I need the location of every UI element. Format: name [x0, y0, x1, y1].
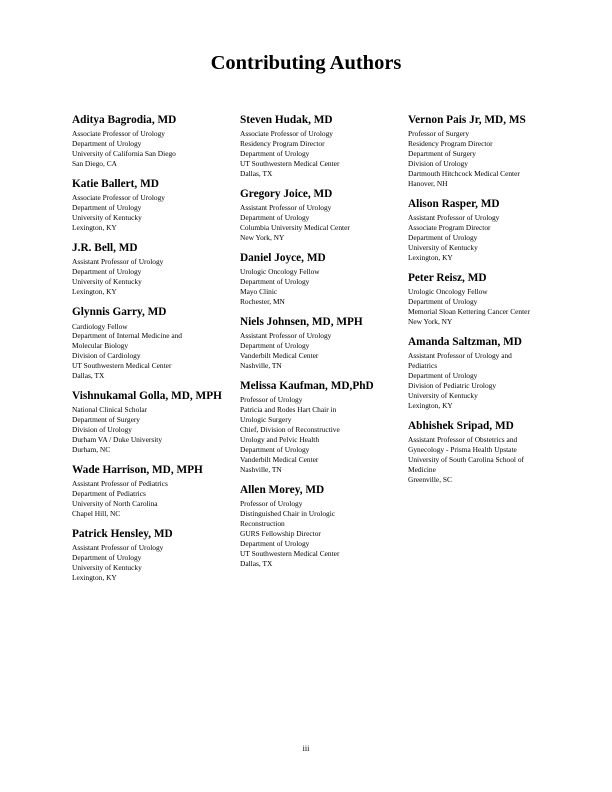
author-name: Katie Ballert, MD: [72, 178, 159, 191]
author-name: Abhishek Sripad, MD: [408, 419, 514, 432]
author-affiliation-line: Lexington, KY: [408, 400, 453, 410]
author-affiliation-line: Division of Urology: [72, 425, 132, 435]
author-affiliation-line: GURS Fellowship Director: [240, 528, 321, 538]
author-affiliation-line: Assistant Professor of Urology: [240, 203, 332, 213]
author-affiliation-line: Professor of Surgery: [408, 129, 470, 139]
author-entry: [240, 252, 400, 307]
author-affiliation-line: Department of Pediatrics: [72, 489, 146, 499]
author-column-2: [240, 114, 400, 577]
author-affiliation-line: Assistant Professor of Urology: [240, 331, 332, 341]
author-affiliation-line: Dartmouth Hitchcock Medical Center: [408, 169, 520, 179]
author-affiliation-line: Assistant Professor of Obstetrics and: [408, 435, 518, 445]
author-entry: [72, 306, 230, 381]
author-affiliation-line: Department of Urology: [240, 538, 310, 548]
author-name: Vishnukamal Golla, MD, MPH: [72, 389, 222, 402]
author-affiliation-line: Assistant Professor of Pediatrics: [72, 479, 168, 489]
author-affiliation-line: Distinguished Chair in Urologic: [240, 509, 336, 518]
author-affiliation-line: Memorial Sloan Kettering Cancer Center: [408, 307, 530, 316]
author-name: Daniel Joyce, MD: [240, 251, 326, 264]
author-affiliation-line: University of California San Diego: [72, 149, 176, 159]
author-affiliation-line: Department of Urology: [240, 444, 310, 454]
author-affiliation-line: Durham, NC: [72, 444, 111, 454]
author-affiliation-line: Medicine: [408, 464, 436, 474]
author-name: Peter Reisz, MD: [408, 271, 487, 284]
author-affiliation-line: Columbia University Medical Center: [240, 223, 350, 233]
author-column-1: [72, 114, 230, 592]
author-entry: [408, 420, 568, 485]
author-entry: [72, 390, 230, 455]
author-entry: [72, 242, 230, 297]
author-entry: [240, 380, 400, 475]
author-column-3: [408, 114, 568, 494]
author-affiliation-line: Hanover, NH: [408, 178, 448, 188]
author-affiliation-line: UT Southwestern Medical Center: [72, 361, 172, 371]
author-affiliation-line: Chief, Division of Reconstructive: [240, 425, 340, 435]
author-affiliation-line: Lexington, KY: [72, 287, 117, 297]
author-name: Steven Hudak, MD: [240, 114, 333, 126]
author-affiliation-line: Department of Urology: [72, 139, 142, 149]
author-affiliation-line: University of Kentucky: [72, 213, 142, 223]
author-affiliation-line: University of South Carolina School of: [408, 454, 524, 464]
author-name: Melissa Kaufman, MD,PhD: [240, 380, 374, 393]
author-name: Patrick Hensley, MD: [72, 527, 173, 540]
author-affiliation-line: Professor of Urology: [240, 395, 303, 405]
author-name: Glynnis Garry, MD: [72, 306, 167, 319]
author-name: Amanda Saltzman, MD: [408, 335, 522, 348]
author-affiliation-line: Residency Program Director: [240, 139, 325, 149]
author-affiliation-line: Dallas, TX: [240, 558, 273, 568]
author-affiliation-line: Molecular Biology: [72, 341, 129, 351]
author-affiliation-line: Division of Cardiology: [72, 351, 141, 361]
author-affiliation-line: University of North Carolina: [72, 499, 158, 509]
author-affiliation-line: Reconstruction: [240, 518, 285, 528]
author-affiliation-line: New York, NY: [240, 233, 285, 243]
author-affiliation-line: Lexington, KY: [72, 573, 117, 583]
author-entry: [72, 464, 230, 519]
author-affiliation-line: San Diego, CA: [72, 159, 117, 169]
author-affiliation-line: University of Kentucky: [408, 390, 478, 400]
author-name: Gregory Joice, MD: [240, 187, 333, 200]
author-affiliation-line: Department of Surgery: [72, 415, 141, 425]
author-affiliation-line: Residency Program Director: [408, 139, 493, 149]
author-affiliation-line: Assistant Professor of Urology: [72, 257, 164, 267]
author-affiliation-line: Greenville, SC: [408, 474, 452, 484]
author-name: Aditya Bagrodia, MD: [72, 114, 177, 126]
author-affiliation-line: Department of Urology: [408, 297, 478, 307]
author-affiliation-line: Department of Urology: [408, 233, 478, 243]
author-entry: [240, 484, 400, 569]
author-affiliation-line: Department of Surgery: [408, 149, 477, 159]
author-affiliation-line: Department of Urology: [240, 277, 310, 287]
author-affiliation-line: Chapel Hill, NC: [72, 509, 121, 518]
author-affiliation-line: Department of Urology: [408, 371, 478, 381]
page-title: Contributing Authors: [210, 52, 402, 74]
author-affiliation-line: Vanderbilt Medical Center: [240, 351, 319, 361]
author-entry: [72, 528, 230, 583]
author-affiliation-line: Lexington, KY: [72, 223, 117, 233]
author-affiliation-line: Urologic Surgery: [240, 415, 292, 425]
author-affiliation-line: Associate Professor of Urology: [240, 129, 333, 139]
author-entry: [408, 272, 568, 327]
author-affiliation-line: Department of Urology: [240, 213, 310, 223]
author-affiliation-line: Professor of Urology: [240, 499, 303, 509]
author-affiliation-line: Department of Urology: [72, 203, 142, 213]
author-affiliation-line: Assistant Professor of Urology: [72, 543, 164, 553]
author-affiliation-line: National Clinical Scholar: [72, 405, 148, 415]
author-entry: [72, 178, 230, 233]
author-affiliation-line: Gynecology - Prisma Health Upstate: [408, 444, 517, 454]
author-affiliation-line: University of Kentucky: [72, 277, 142, 287]
author-affiliation-line: Associate Program Director: [408, 223, 491, 233]
author-affiliation-line: University of Kentucky: [72, 563, 142, 573]
author-name: Alison Rasper, MD: [408, 197, 500, 210]
author-affiliation-line: UT Southwestern Medical Center: [240, 548, 340, 558]
author-affiliation-line: Durham VA / Duke University: [72, 435, 163, 445]
author-affiliation-line: Department of Internal Medicine and: [72, 331, 182, 341]
author-affiliation-line: Division of Urology: [408, 159, 468, 169]
author-affiliation-line: UT Southwestern Medical Center: [240, 159, 340, 169]
author-name: J.R. Bell, MD: [72, 242, 138, 255]
author-entry: [240, 114, 400, 179]
author-entry: [408, 114, 568, 189]
author-affiliation-line: Cardiology Fellow: [72, 321, 128, 331]
author-affiliation-line: Division of Pediatric Urology: [408, 380, 497, 390]
author-affiliation-line: Rochester, MN: [240, 297, 285, 307]
author-affiliation-line: Urology and Pelvic Health: [240, 435, 320, 445]
author-affiliation-line: Assistant Professor of Urology: [408, 213, 500, 223]
author-entry: [72, 114, 230, 169]
author-affiliation-line: Department of Urology: [72, 267, 142, 277]
author-affiliation-line: Urologic Oncology Fellow: [240, 267, 320, 277]
author-affiliation-line: Urologic Oncology Fellow: [408, 287, 488, 297]
author-affiliation-line: Patricia and Rodes Hart Chair in: [240, 405, 337, 415]
author-affiliation-line: Dallas, TX: [72, 371, 105, 381]
author-affiliation-line: University of Kentucky: [408, 242, 478, 252]
author-name: Vernon Pais Jr, MD, MS: [408, 114, 526, 126]
author-entry: [240, 188, 400, 243]
author-affiliation-line: Department of Urology: [240, 341, 310, 351]
author-affiliation-line: Vanderbilt Medical Center: [240, 454, 319, 464]
author-affiliation-line: Department of Urology: [240, 149, 310, 159]
author-affiliation-line: Nashville, TN: [240, 464, 282, 474]
author-entry: [240, 316, 400, 371]
author-affiliation-line: Department of Urology: [72, 553, 142, 563]
author-affiliation-line: Lexington, KY: [408, 252, 453, 262]
author-affiliation-line: Mayo Clinic: [240, 287, 278, 297]
author-entry: [408, 198, 568, 263]
author-name: Wade Harrison, MD, MPH: [72, 463, 203, 476]
author-name: Allen Morey, MD: [240, 483, 325, 496]
author-affiliation-line: Pediatrics: [408, 361, 438, 371]
author-affiliation-line: Associate Professor of Urology: [72, 129, 165, 139]
author-affiliation-line: Nashville, TN: [240, 361, 282, 371]
author-affiliation-line: Assistant Professor of Urology and: [408, 351, 512, 361]
author-entry: [408, 336, 568, 411]
author-affiliation-line: Dallas, TX: [240, 169, 273, 179]
author-affiliation-line: Associate Professor of Urology: [72, 193, 165, 203]
author-name: Niels Johnsen, MD, MPH: [240, 316, 363, 328]
author-affiliation-line: New York, NY: [408, 316, 453, 326]
page-number: iii: [302, 744, 310, 753]
